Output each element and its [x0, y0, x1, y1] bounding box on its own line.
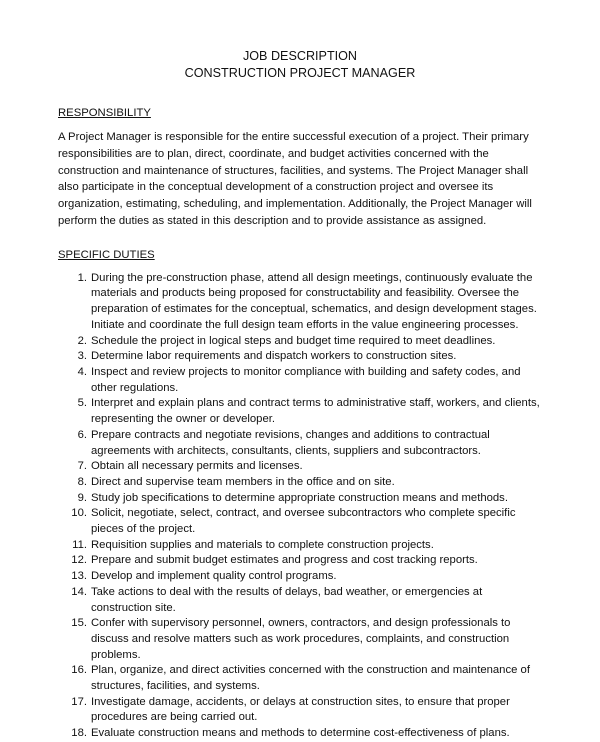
duty-item: [58, 585, 542, 616]
duty-text: During the pre-construction phase, attend all design meetings, continuously evaluate the materials and products being proposed for constructability and feasibility. Oversee the preparation of estimates for the conceptual, schematics, and design development stages. Initiate and coordinate the full design team efforts in the value engineering processes.: [91, 271, 537, 331]
duty-text: Confer with supervisory personnel, owners, contractors, and design professionals to discuss and resolve matters such as work procedures, complaints, and construction problems.: [91, 617, 511, 661]
duty-number: 6.: [77, 428, 87, 441]
duty-text: Take actions to deal with the results of delays, bad weather, or emergencies at construction site.: [91, 585, 483, 614]
duty-number: 10.: [71, 507, 87, 520]
duty-number: 3.: [77, 350, 87, 363]
duty-text: Prepare and submit budget estimates and progress and cost tracking reports.: [91, 554, 478, 567]
duty-item: [58, 491, 542, 507]
duty-number: 2.: [77, 334, 87, 347]
duty-text: Study job specifications to determine appropriate construction means and methods.: [91, 491, 508, 504]
document-title-line1: JOB DESCRIPTION: [242, 49, 358, 63]
duty-number: 15.: [71, 617, 87, 630]
duty-item: [58, 349, 542, 365]
duty-item: [58, 616, 542, 663]
duty-text: Plan, organize, and direct activities concerned with the construction and maintenance of structures, facilities, and systems.: [91, 664, 530, 693]
duty-text: Investigate damage, accidents, or delays at construction sites, to ensure that proper procedures are being carried out.: [91, 695, 510, 724]
duty-item: [58, 475, 542, 491]
document-title-line2: CONSTRUCTION PROJECT MANAGER: [184, 66, 416, 80]
responsibility-heading: RESPONSIBILITY: [58, 107, 151, 119]
duty-item: [58, 396, 542, 427]
duty-text: Obtain all necessary permits and licenses.: [91, 460, 303, 473]
duty-item: [58, 538, 542, 554]
duty-number: 9.: [77, 491, 87, 504]
duty-text: Schedule the project in logical steps and budget time required to meet deadlines.: [91, 334, 496, 347]
duty-text: Determine labor requirements and dispatch workers to construction sites.: [91, 350, 457, 363]
duty-item: [58, 663, 542, 694]
duty-item: [58, 365, 542, 396]
duty-text: Requisition supplies and materials to complete construction projects.: [91, 538, 434, 551]
specific-duties-heading: SPECIFIC DUTIES: [58, 248, 155, 261]
duty-number: 16.: [71, 664, 87, 677]
responsibility-paragraph: A Project Manager is responsible for the entire successful execution of a project. Their primary responsibilities are to plan, direct, coordinate, and budget activities concerned with the construction and maintenance of structures, facilities, and systems. The Project Manager shall also participate in the conceptual development of a construction project and oversee its organization, estimating, scheduling, and implementation. Additionally, the Project Manager will perform the duties as stated in this description and to provide assistance as assigned.: [58, 131, 532, 227]
duty-item: [58, 271, 542, 334]
duty-text: Prepare contracts and negotiate revisions, changes and additions to contractual agreements with architects, consultants, clients, suppliers and subcontractors.: [91, 428, 490, 457]
duty-number: 5.: [77, 397, 87, 410]
duty-number: 11.: [72, 538, 87, 551]
duty-text: Solicit, negotiate, select, contract, and oversee subcontractors who complete specific pieces of the project.: [91, 507, 516, 536]
duty-text: Develop and implement quality control programs.: [91, 570, 337, 583]
duty-number: 12.: [71, 554, 87, 567]
duty-text: Direct and supervise team members in the office and on site.: [91, 475, 395, 488]
duty-item: [58, 334, 542, 350]
duty-number: 18.: [71, 727, 87, 740]
duty-item: [58, 569, 542, 585]
duty-item: [58, 428, 542, 459]
duty-item: [58, 553, 542, 569]
duty-number: 8.: [77, 475, 87, 488]
duty-number: 13.: [71, 570, 87, 583]
duty-item: [58, 726, 542, 742]
duty-item: [58, 459, 542, 475]
duty-text: Evaluate construction means and methods to determine cost-effectiveness of plans.: [91, 727, 510, 740]
duty-item: [58, 506, 542, 537]
duty-text: Interpret and explain plans and contract terms to administrative staff, workers, and clients, representing the owner or developer.: [91, 397, 540, 426]
duties-list: [58, 271, 542, 742]
duty-number: 4.: [77, 366, 87, 378]
duty-item: [58, 695, 542, 726]
duty-number: 7.: [77, 460, 87, 473]
duty-number: 1.: [77, 271, 87, 284]
duty-number: 17.: [71, 695, 87, 708]
duty-text: Inspect and review projects to monitor compliance with building and safety codes, and other regulations.: [91, 366, 521, 394]
duty-number: 14.: [71, 585, 87, 598]
